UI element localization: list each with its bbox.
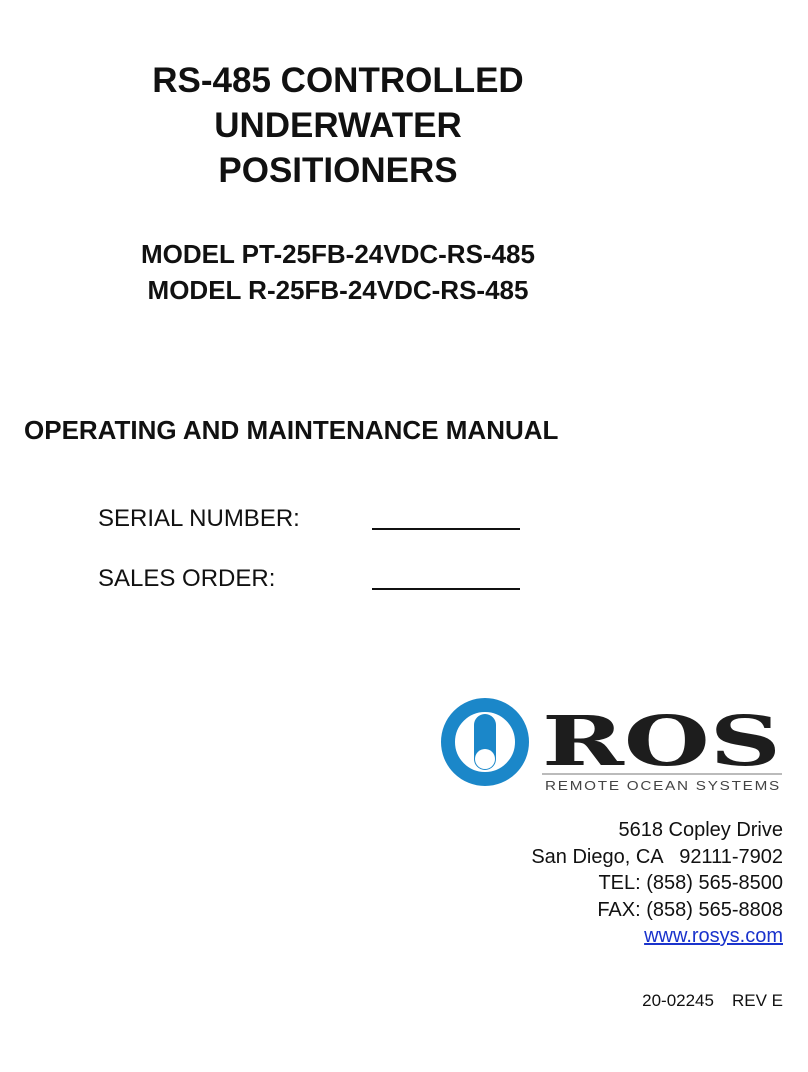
title-line-3: POSITIONERS <box>218 151 458 190</box>
manual-title: OPERATING AND MAINTENANCE MANUAL <box>24 415 559 445</box>
title-line-2: UNDERWATER <box>214 106 462 145</box>
serial-number-label: SERIAL NUMBER: <box>98 505 300 532</box>
serial-number-field <box>98 503 520 535</box>
title-line-1: RS-485 CONTROLLED <box>152 61 524 100</box>
document-revision: REV E <box>731 991 783 1010</box>
website-link[interactable]: www.rosys.com <box>644 925 783 947</box>
ros-logo <box>438 694 783 794</box>
logo-tagline: REMOTE OCEAN SYSTEMS <box>545 778 781 793</box>
sales-order-blank-line <box>372 588 520 590</box>
serial-number-blank-line <box>372 528 520 530</box>
model-line-1: MODEL PT-25FB-24VDC-RS-485 <box>141 239 535 269</box>
address-fax: FAX: (858) 565-8808 <box>597 898 783 921</box>
address-street: 5618 Copley Drive <box>618 819 783 841</box>
model-list <box>0 236 676 308</box>
sales-order-field <box>98 563 520 595</box>
document-title <box>0 58 676 193</box>
document-number <box>642 990 783 1012</box>
sales-order-label: SALES ORDER: <box>98 565 276 592</box>
address-telephone: TEL: (858) 565-8500 <box>598 872 783 894</box>
ros-emblem-icon <box>448 705 522 779</box>
document-number-value: 20-02245 <box>642 991 714 1010</box>
company-address <box>531 817 783 950</box>
model-line-2: MODEL R-25FB-24VDC-RS-485 <box>147 275 529 305</box>
logo-wordmark: ROS <box>542 702 781 782</box>
address-city: San Diego, CA 92111-7902 <box>531 845 783 868</box>
